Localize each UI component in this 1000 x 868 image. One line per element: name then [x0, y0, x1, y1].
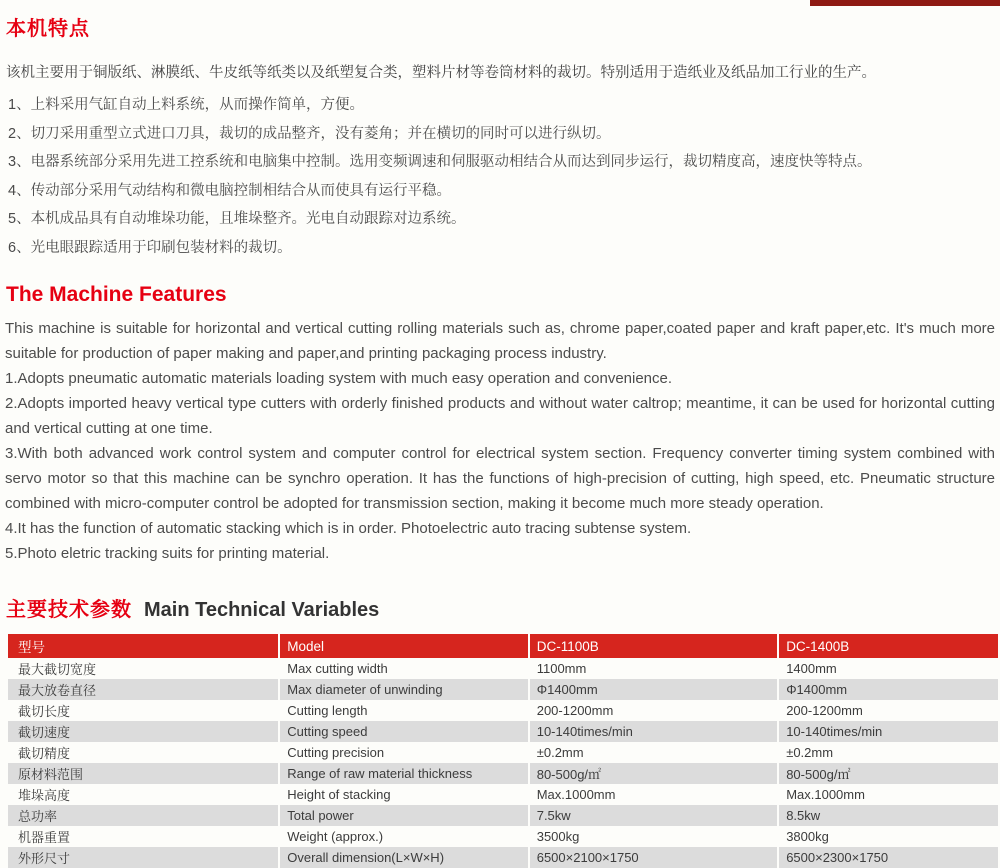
- specs-table: [8, 634, 998, 868]
- specs-cell: 6500×2300×1750: [778, 847, 998, 868]
- specs-cell: Cutting speed: [279, 721, 528, 742]
- specs-cell: 总功率: [18, 809, 58, 824]
- specs-cell: Overall dimension(L×W×H): [279, 847, 528, 868]
- specs-title-en: Main Technical Variables: [144, 599, 380, 621]
- table-row: [8, 700, 998, 721]
- specs-header-cell: Model: [279, 634, 528, 658]
- en-features-intro: This machine is suitable for horizontal and vertical cutting rolling materials such as, chrome paper,coated paper and kraft paper,etc. It's much more suitable for production of paper making and paper,and printing packaging process industry.: [5, 320, 995, 362]
- cn-feature-item: 3、电器系统部分采用先进工控系统和电脑集中控制。选用变频调速和伺服驱动相结合从而达到同步运行，裁切精度高，速度快等特点。: [8, 154, 872, 170]
- en-feature-item: 4.It has the function of automatic stacking which is in order. Photoelectric auto tracing subtense system.: [5, 520, 692, 537]
- specs-cell: Total power: [279, 805, 528, 826]
- specs-cell: 最大放卷直径: [18, 683, 97, 698]
- specs-cell: 3800kg: [778, 826, 998, 847]
- specs-cell: Φ1400mm: [778, 679, 998, 700]
- table-row: [8, 826, 998, 847]
- specs-cell: 截切精度: [18, 746, 71, 761]
- specs-cell: Weight (approx.): [279, 826, 528, 847]
- specs-header-row: [8, 634, 998, 658]
- specs-cell: 200-1200mm: [778, 700, 998, 721]
- specs-cell: 外形尺寸: [18, 851, 71, 866]
- specs-cell: 1400mm: [778, 658, 998, 679]
- table-row: [8, 805, 998, 826]
- table-row: [8, 742, 998, 763]
- specs-cell: 10-140times/min: [529, 721, 778, 742]
- specs-header-cell: DC-1400B: [778, 634, 998, 658]
- specs-cell: Range of raw material thickness: [279, 763, 528, 784]
- specs-cell: 8.5kw: [778, 805, 998, 826]
- cn-features-title: 本机特点: [6, 18, 90, 40]
- cn-feature-item: 6、光电眼跟踪适用于印刷包装材料的裁切。: [8, 239, 292, 256]
- specs-cell: Cutting precision: [279, 742, 528, 763]
- specs-cell: ±0.2mm: [778, 742, 998, 763]
- specs-cell: 7.5kw: [529, 805, 778, 826]
- specs-cell: Cutting length: [279, 700, 528, 721]
- cn-feature-item: 2、切刀采用重型立式进口刀具，裁切的成品整齐，没有菱角；并在横切的同时可以进行纵切。: [8, 125, 611, 142]
- cn-feature-item: 5、本机成品具有自动堆垛功能，且堆垛整齐。光电自动跟踪对边系统。: [8, 211, 466, 227]
- table-row: [8, 721, 998, 742]
- en-feature-item: 3.With both advanced work control system and computer control for electrical system section. Frequency converter timing system combined with servo motor so that this machine can be synchro operation. It has the functions of high-precision of cutting, high speed, etc. Pneumatic structure combined with micro-computer control be adopted for transmission section, making it become much more steady operation.: [5, 445, 995, 512]
- specs-cell: 最大截切宽度: [18, 662, 97, 677]
- specs-cell: 堆垛高度: [18, 788, 71, 803]
- specs-cell: 80-500g/㎡: [529, 763, 778, 784]
- specs-cell: 3500kg: [529, 826, 778, 847]
- specs-title: [6, 593, 995, 622]
- table-row: [8, 847, 998, 868]
- specs-cell: Max diameter of unwinding: [279, 679, 528, 700]
- specs-cell: Height of stacking: [279, 784, 528, 805]
- specs-title-cn: 主要技术参数: [6, 599, 132, 621]
- en-feature-item: 1.Adopts pneumatic automatic materials loading system with much easy operation and convenience.: [5, 370, 673, 387]
- en-feature-item: 5.Photo eletric tracking suits for printing material.: [5, 545, 330, 562]
- specs-cell: 截切长度: [18, 704, 71, 719]
- table-row: [8, 784, 998, 805]
- specs-cell: Φ1400mm: [529, 679, 778, 700]
- specs-cell: 200-1200mm: [529, 700, 778, 721]
- cn-features-intro: 该机主要用于铜版纸、淋膜纸、牛皮纸等纸类以及纸塑复合类，塑料片材等卷筒材料的裁切。特别适用于造纸业及纸品加工行业的生产。: [6, 65, 876, 81]
- specs-cell: 80-500g/㎡: [778, 763, 998, 784]
- specs-cell: 1100mm: [529, 658, 778, 679]
- specs-cell: 截切速度: [18, 725, 71, 740]
- specs-cell: 6500×2100×1750: [529, 847, 778, 868]
- specs-cell: 原材料范围: [18, 767, 84, 782]
- cn-features-list: [5, 91, 995, 262]
- specs-header-cell: 型号: [8, 634, 279, 658]
- specs-cell: Max.1000mm: [529, 784, 778, 805]
- specs-cell: Max cutting width: [279, 658, 528, 679]
- specs-cell: ±0.2mm: [529, 742, 778, 763]
- top-right-accent-bar: [810, 0, 1000, 6]
- cn-feature-item: 1、上料采用气缸自动上料系统，从而操作简单，方便。: [8, 97, 365, 113]
- en-feature-item: 2.Adopts imported heavy vertical type cutters with orderly finished products and without water caltrop; meantime, it can be used for horizontal cutting and vertical cutting at one time.: [5, 395, 995, 437]
- table-row: [8, 763, 998, 784]
- specs-cell: 10-140times/min: [778, 721, 998, 742]
- table-row: [8, 679, 998, 700]
- specs-header-cell: DC-1100B: [529, 634, 778, 658]
- en-features-title: The Machine Features: [6, 283, 227, 306]
- cn-feature-item: 4、传动部分采用气动结构和微电脑控制相结合从而使具有运行平稳。: [8, 182, 452, 199]
- specs-cell: 机器重置: [18, 830, 71, 845]
- specs-cell: Max.1000mm: [778, 784, 998, 805]
- table-row: [8, 658, 998, 679]
- en-features-block: [5, 316, 995, 566]
